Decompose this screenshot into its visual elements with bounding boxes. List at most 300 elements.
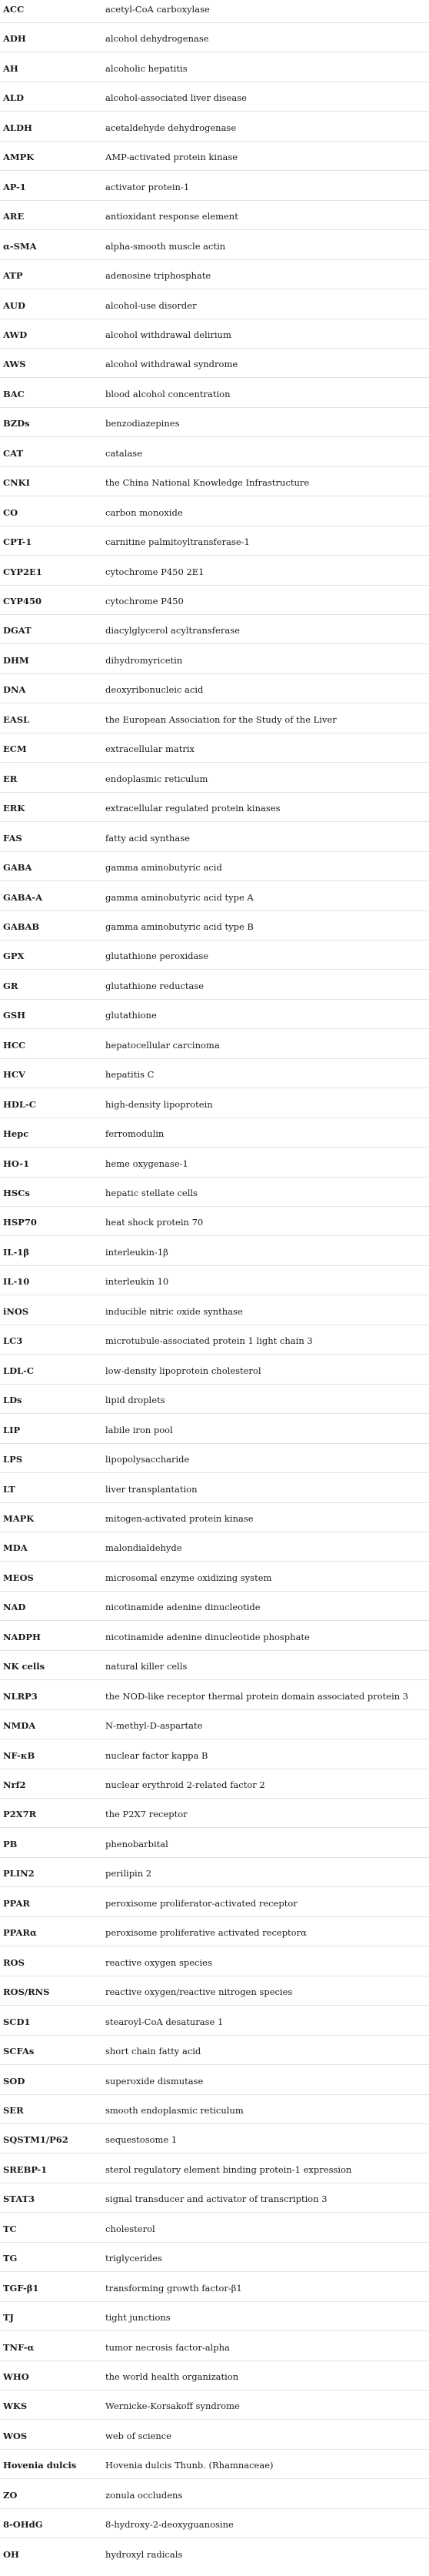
abbreviation-definition: blood alcohol concentration [105, 388, 231, 399]
abbreviation-term: HSCs [3, 1188, 30, 1198]
row-divider [0, 1679, 429, 1680]
abbreviation-definition: glutathione [105, 1010, 157, 1021]
table-row [0, 2458, 429, 2477]
abbreviation-term: OH [3, 2548, 19, 2560]
abbreviation-term: IL-1β [3, 1246, 29, 1258]
row-divider [0, 673, 429, 674]
table-row [0, 2, 429, 21]
table-row [0, 2133, 429, 2151]
abbreviation-term: NK cells [3, 1661, 45, 1672]
abbreviation-definition: cytochrome P450 [105, 596, 184, 606]
abbreviation-term: LDL-C [3, 1365, 35, 1376]
abbreviation-definition: benzodiazepines [105, 418, 180, 429]
table-row [0, 1393, 429, 1412]
row-divider [0, 2390, 429, 2391]
abbreviation-term: TC [3, 2223, 17, 2234]
table-row [0, 1305, 429, 1323]
table-row [0, 1423, 429, 1442]
abbreviation-term: AUD [3, 299, 25, 311]
abbreviation-definition: the European Association for the Study of the Liver [105, 713, 337, 725]
table-row [0, 860, 429, 879]
abbreviation-definition: short chain fatty acid [105, 2046, 201, 2057]
row-divider [0, 2419, 429, 2420]
abbreviation-term: PPAR [3, 1897, 30, 1909]
abbreviation-term: ALDH [3, 122, 32, 133]
table-row [0, 1008, 429, 1027]
abbreviation-term: SREBP-1 [3, 2163, 48, 2175]
abbreviation-definition: malondialdehyde [105, 1542, 182, 1554]
table-row [0, 1038, 429, 1057]
row-divider [0, 466, 429, 467]
abbreviation-definition: acetaldehyde dehydrogenase [105, 122, 237, 133]
abbreviation-term: ROS [3, 1956, 25, 1968]
table-row [0, 565, 429, 583]
abbreviation-term: SOD [3, 2075, 25, 2087]
abbreviation-term: PPARα [3, 1927, 37, 1939]
abbreviation-term: ZO [3, 2489, 18, 2501]
row-divider [0, 1354, 429, 1355]
abbreviation-term: LC3 [3, 1335, 23, 1347]
abbreviation-term: IL-10 [3, 1276, 30, 1288]
table-row [0, 920, 429, 938]
abbreviation-definition: mitogen-activated protein kinase [105, 1512, 254, 1524]
table-row [0, 1482, 429, 1501]
abbreviation-definition: inducible nitric oxide synthase [105, 1305, 243, 1317]
abbreviation-term: ECM [3, 743, 27, 755]
table-row [0, 32, 429, 50]
row-divider [0, 1384, 429, 1385]
abbreviation-definition: AMP-activated protein kinase [105, 152, 238, 163]
row-divider [0, 141, 429, 142]
abbreviation-definition: adenosine triphosphate [105, 270, 211, 282]
abbreviation-definition: peroxisome proliferative activated receptorα [105, 1927, 307, 1939]
abbreviation-term: WHO [3, 2371, 29, 2382]
table-row [0, 1364, 429, 1382]
abbreviation-definition: diacylglycerol acyltransferase [105, 625, 240, 636]
abbreviation-term: TG [3, 2253, 18, 2264]
abbreviation-term: LT [3, 1483, 15, 1495]
row-divider [0, 1886, 429, 1887]
table-row [0, 1127, 429, 1145]
table-row [0, 2103, 429, 2122]
abbreviation-term: Nrf2 [3, 1779, 26, 1790]
table-row [0, 2548, 429, 2566]
table-row [0, 623, 429, 642]
abbreviation-definition: glutathione peroxidase [105, 951, 209, 962]
abbreviation-definition: fatty acid synthase [105, 832, 190, 844]
abbreviation-definition: sterol regulatory element binding protein-1 expression [105, 2163, 352, 2175]
abbreviation-term: NF-κB [3, 1749, 35, 1761]
abbreviation-definition: interleukin-1β [105, 1246, 168, 1258]
abbreviation-definition: labile iron pool [105, 1424, 173, 1435]
table-row [0, 1807, 429, 1826]
abbreviation-definition: lipid droplets [105, 1395, 165, 1406]
table-row [0, 121, 429, 139]
abbreviation-term: NMDA [3, 1720, 36, 1732]
row-divider [0, 1147, 429, 1148]
table-row [0, 1896, 429, 1915]
abbreviation-definition: natural killer cells [105, 1661, 188, 1672]
row-divider [0, 851, 429, 852]
abbreviation-term: BZDs [3, 418, 30, 429]
abbreviation-term: LIP [3, 1424, 21, 1435]
abbreviation-term: GR [3, 980, 18, 991]
abbreviation-term: HDL-C [3, 1098, 36, 1110]
table-row [0, 387, 429, 406]
table-row [0, 2370, 429, 2388]
table-row [0, 1926, 429, 1944]
abbreviation-definition: deoxyribonucleic acid [105, 684, 204, 696]
table-row [0, 2163, 429, 2181]
table-row [0, 476, 429, 494]
row-divider [0, 22, 429, 23]
abbreviation-term: EASL [3, 713, 30, 725]
table-row [0, 1837, 429, 1856]
abbreviation-definition: sequestosome 1 [105, 2134, 178, 2146]
abbreviation-definition: gamma aminobutyric acid type A [105, 891, 254, 903]
abbreviation-term: DNA [3, 684, 26, 696]
abbreviation-definition: interleukin 10 [105, 1276, 169, 1288]
table-row [0, 683, 429, 701]
row-divider [0, 1177, 429, 1178]
abbreviation-definition: the world health organization [105, 2371, 239, 2382]
row-divider [0, 585, 429, 586]
row-divider [0, 1561, 429, 1562]
abbreviation-term: ATP [3, 270, 23, 282]
table-row [0, 1157, 429, 1175]
row-divider [0, 1827, 429, 1828]
table-row [0, 150, 429, 169]
row-divider [0, 1413, 429, 1414]
table-row [0, 62, 429, 80]
abbreviation-definition: triglycerides [105, 2253, 162, 2264]
row-divider [0, 999, 429, 1000]
abbreviation-term: AP-1 [3, 181, 26, 192]
abbreviation-definition: extracellular matrix [105, 743, 195, 755]
row-divider [0, 1502, 429, 1503]
abbreviation-term: ACC [3, 4, 25, 15]
abbreviation-definition: perilipin 2 [105, 1868, 152, 1879]
abbreviation-term: MEOS [3, 1572, 34, 1583]
abbreviation-term: GABA-A [3, 891, 43, 903]
abbreviation-definition: alcohol withdrawal delirium [105, 329, 231, 340]
abbreviation-definition: signal transducer and activator of transcription 3 [105, 2193, 328, 2205]
abbreviation-term: ROS/RNS [3, 1986, 50, 1998]
table-row [0, 209, 429, 228]
abbreviation-definition: nicotinamide adenine dinucleotide [105, 1602, 261, 1613]
table-row [0, 713, 429, 731]
abbreviation-term: SCD1 [3, 2016, 31, 2027]
abbreviation-term: ERK [3, 803, 25, 814]
row-divider [0, 2508, 429, 2509]
row-divider [0, 1058, 429, 1059]
abbreviation-term: TGF-β1 [3, 2282, 39, 2294]
row-divider [0, 2064, 429, 2065]
row-divider [0, 643, 429, 644]
abbreviation-definition: high-density lipoprotein [105, 1098, 213, 1110]
abbreviation-definition: zonula occludens [105, 2489, 183, 2501]
abbreviation-definition: glutathione reductase [105, 980, 205, 991]
table-row [0, 535, 429, 553]
table-row [0, 2429, 429, 2447]
row-divider [0, 762, 429, 763]
row-divider [0, 1235, 429, 1236]
abbreviation-definition: Hovenia dulcis Thunb. (Rhamnaceae) [105, 2460, 274, 2471]
table-row [0, 446, 429, 465]
abbreviation-term: MDA [3, 1542, 28, 1554]
abbreviation-term: LDs [3, 1395, 22, 1406]
abbreviation-definition: alpha-smooth muscle actin [105, 240, 226, 252]
table-row [0, 1098, 429, 1116]
table-row [0, 1215, 429, 1234]
abbreviation-term: GABA [3, 862, 32, 874]
abbreviation-term: AWS [3, 359, 26, 370]
row-divider [0, 229, 429, 230]
table-row [0, 1067, 429, 1086]
abbreviation-term: WKS [3, 2401, 28, 2412]
abbreviation-definition: web of science [105, 2430, 171, 2441]
abbreviation-term: SCFAs [3, 2046, 35, 2057]
row-divider [0, 2005, 429, 2006]
row-divider [0, 1709, 429, 1710]
abbreviation-definition: superoxide dismutase [105, 2075, 204, 2087]
row-divider [0, 1620, 429, 1621]
table-row [0, 2518, 429, 2536]
abbreviation-term: SER [3, 2104, 24, 2116]
abbreviation-definition: cytochrome P450 2E1 [105, 566, 205, 577]
abbreviation-definition: tight junctions [105, 2312, 171, 2324]
abbreviation-term: PB [3, 1838, 18, 1849]
table-row [0, 357, 429, 376]
table-row [0, 653, 429, 672]
abbreviation-definition: catalase [105, 447, 143, 459]
abbreviation-definition: nuclear erythroid 2-related factor 2 [105, 1779, 265, 1790]
table-row [0, 890, 429, 909]
row-divider [0, 2035, 429, 2036]
abbreviation-term: AWD [3, 329, 28, 340]
abbreviation-term: AH [3, 62, 18, 74]
row-divider [0, 111, 429, 112]
table-row [0, 1452, 429, 1471]
row-divider [0, 880, 429, 881]
abbreviation-definition: carbon monoxide [105, 506, 183, 518]
row-divider [0, 2478, 429, 2479]
abbreviation-definition: peroxisome proliferator-activated receptor [105, 1897, 298, 1909]
table-row [0, 801, 429, 820]
row-divider [0, 2301, 429, 2302]
row-divider [0, 555, 429, 556]
abbreviation-definition: smooth endoplasmic reticulum [105, 2104, 244, 2116]
abbreviation-term: LPS [3, 1454, 23, 1465]
row-divider [0, 377, 429, 378]
abbreviation-definition: N-methyl-D-aspartate [105, 1720, 203, 1732]
row-divider [0, 348, 429, 349]
abbreviation-term: FAS [3, 832, 22, 844]
table-row [0, 2251, 429, 2270]
row-divider [0, 1798, 429, 1799]
abbreviation-definition: gamma aminobutyric acid [105, 862, 222, 874]
row-divider [0, 969, 429, 970]
table-row [0, 1630, 429, 1649]
abbreviation-term: CPT-1 [3, 536, 32, 548]
abbreviation-term: HO-1 [3, 1158, 30, 1169]
row-divider [0, 2094, 429, 2095]
abbreviation-definition: cholesterol [105, 2223, 155, 2234]
abbreviation-term: ADH [3, 33, 26, 45]
table-row [0, 299, 429, 317]
abbreviation-definition: tumor necrosis factor-alpha [105, 2341, 230, 2353]
abbreviation-definition: acetyl-CoA carboxylase [105, 4, 210, 15]
abbreviation-definition: hepatocellular carcinoma [105, 1039, 220, 1051]
abbreviation-term: BAC [3, 388, 25, 399]
table-row [0, 1334, 429, 1352]
row-divider [0, 2123, 429, 2124]
table-row [0, 269, 429, 287]
table-row [0, 742, 429, 760]
abbreviation-term: ARE [3, 211, 25, 222]
row-divider [0, 1443, 429, 1444]
row-divider [0, 1472, 429, 1473]
abbreviation-definition: alcohol-associated liver disease [105, 92, 247, 104]
abbreviation-definition: endoplasmic reticulum [105, 773, 208, 784]
table-row [0, 416, 429, 435]
table-row [0, 1275, 429, 1293]
abbreviation-definition: the P2X7 receptor [105, 1809, 188, 1820]
abbreviation-definition: the NOD-like receptor thermal protein domain associated protein 3 [105, 1690, 409, 1702]
table-row [0, 979, 429, 997]
abbreviation-term: CYP450 [3, 596, 42, 606]
table-row [0, 2015, 429, 2033]
table-row [0, 594, 429, 613]
row-divider [0, 170, 429, 171]
abbreviation-definition: nuclear factor kappa B [105, 1749, 208, 1761]
abbreviation-definition: alcohol withdrawal syndrome [105, 359, 238, 370]
abbreviation-term: PLIN2 [3, 1868, 35, 1879]
abbreviation-definition: gamma aminobutyric acid type B [105, 920, 254, 932]
abbreviation-term: ER [3, 773, 18, 784]
abbreviation-term: DHM [3, 654, 29, 666]
abbreviation-term: HSP70 [3, 1217, 37, 1228]
abbreviation-term: GABAB [3, 920, 40, 932]
abbreviation-definition: microtubule-associated protein 1 light chain 3 [105, 1335, 313, 1347]
abbreviation-definition: hepatitis C [105, 1069, 155, 1081]
row-divider [0, 407, 429, 408]
abbreviation-definition: transforming growth factor-β1 [105, 2282, 242, 2294]
abbreviation-definition: carnitine palmitoyltransferase-1 [105, 536, 250, 548]
abbreviation-term: STAT3 [3, 2193, 35, 2205]
table-row [0, 1866, 429, 1885]
abbreviation-definition: activator protein-1 [105, 181, 190, 192]
table-row [0, 1689, 429, 1708]
row-divider [0, 821, 429, 822]
table-row [0, 2399, 429, 2417]
table-row [0, 831, 429, 850]
table-row [0, 1600, 429, 1619]
abbreviation-term: CNKI [3, 477, 31, 489]
table-row [0, 2340, 429, 2359]
abbreviation-definition: 8-hydroxy-2-deoxyguanosine [105, 2519, 234, 2531]
table-row [0, 2044, 429, 2063]
row-divider [0, 910, 429, 911]
abbreviation-term: TNF-α [3, 2341, 35, 2353]
abbreviation-definition: ferromodulin [105, 1128, 165, 1140]
table-row [0, 949, 429, 967]
abbreviation-term: DGAT [3, 625, 32, 636]
abbreviation-term: MAPK [3, 1512, 35, 1524]
abbreviation-definition: extracellular regulated protein kinases [105, 803, 281, 814]
table-row [0, 1571, 429, 1589]
abbreviation-definition: alcohol-use disorder [105, 299, 197, 311]
row-divider [0, 940, 429, 941]
row-divider [0, 2330, 429, 2331]
row-divider [0, 2212, 429, 2213]
table-row [0, 1186, 429, 1204]
table-row [0, 2281, 429, 2300]
abbreviation-definition: the China National Knowledge Infrastructure [105, 477, 310, 489]
abbreviation-term: HCC [3, 1039, 26, 1051]
abbreviation-term: GSH [3, 1010, 25, 1021]
abbreviation-term: NAD [3, 1602, 26, 1613]
abbreviation-definition: hepatic stellate cells [105, 1188, 198, 1198]
table-row [0, 91, 429, 109]
abbreviation-term: α-SMA [3, 240, 37, 252]
abbreviation-term: NLRP3 [3, 1690, 38, 1702]
abbreviation-definition: alcohol dehydrogenase [105, 33, 209, 45]
abbreviation-definition: microsomal enzyme oxidizing system [105, 1572, 272, 1583]
abbreviation-term: iNOS [3, 1305, 29, 1317]
abbreviation-term: CAT [3, 447, 24, 459]
abbreviation-term: Hepc [3, 1128, 29, 1140]
abbreviation-definition: Wernicke-Korsakoff syndrome [105, 2401, 240, 2412]
table-row [0, 2192, 429, 2210]
table-row [0, 1512, 429, 1530]
row-divider [0, 436, 429, 437]
abbreviation-term: TJ [3, 2312, 14, 2324]
row-divider [0, 1857, 429, 1858]
table-row [0, 1659, 429, 1678]
abbreviation-term: 8-OHdG [3, 2519, 43, 2531]
abbreviation-definition: reactive oxygen/reactive nitrogen species [105, 1986, 293, 1998]
abbreviation-term: AMPK [3, 152, 35, 163]
abbreviation-term: CYP2E1 [3, 566, 42, 577]
abbreviation-definition: phenobarbital [105, 1838, 168, 1849]
row-divider [0, 1591, 429, 1592]
row-divider [0, 259, 429, 260]
abbreviation-definition: stearoyl-CoA desaturase 1 [105, 2016, 224, 2027]
table-row [0, 2310, 429, 2329]
table-row [0, 1749, 429, 1767]
row-divider [0, 1028, 429, 1029]
row-divider [0, 2242, 429, 2243]
abbreviation-term: Hovenia dulcis [3, 2460, 77, 2471]
abbreviation-definition: heat shock protein 70 [105, 1217, 204, 1228]
abbreviation-definition: reactive oxygen species [105, 1956, 212, 1968]
abbreviation-term: GPX [3, 951, 25, 962]
row-divider [0, 1206, 429, 1207]
abbreviation-term: CO [3, 506, 18, 518]
table-row [0, 2074, 429, 2093]
abbreviation-definition: low-density lipoprotein cholesterol [105, 1365, 261, 1376]
row-divider [0, 1916, 429, 1917]
abbreviation-definition: alcoholic hepatitis [105, 62, 188, 74]
abbreviation-term: NADPH [3, 1631, 41, 1642]
abbreviation-term: ALD [3, 92, 24, 104]
row-divider [0, 792, 429, 793]
table-row [0, 1245, 429, 1264]
table-row [0, 1956, 429, 1974]
abbreviation-definition: dihydromyricetin [105, 654, 183, 666]
abbreviation-definition: antioxidant response element [105, 211, 238, 222]
